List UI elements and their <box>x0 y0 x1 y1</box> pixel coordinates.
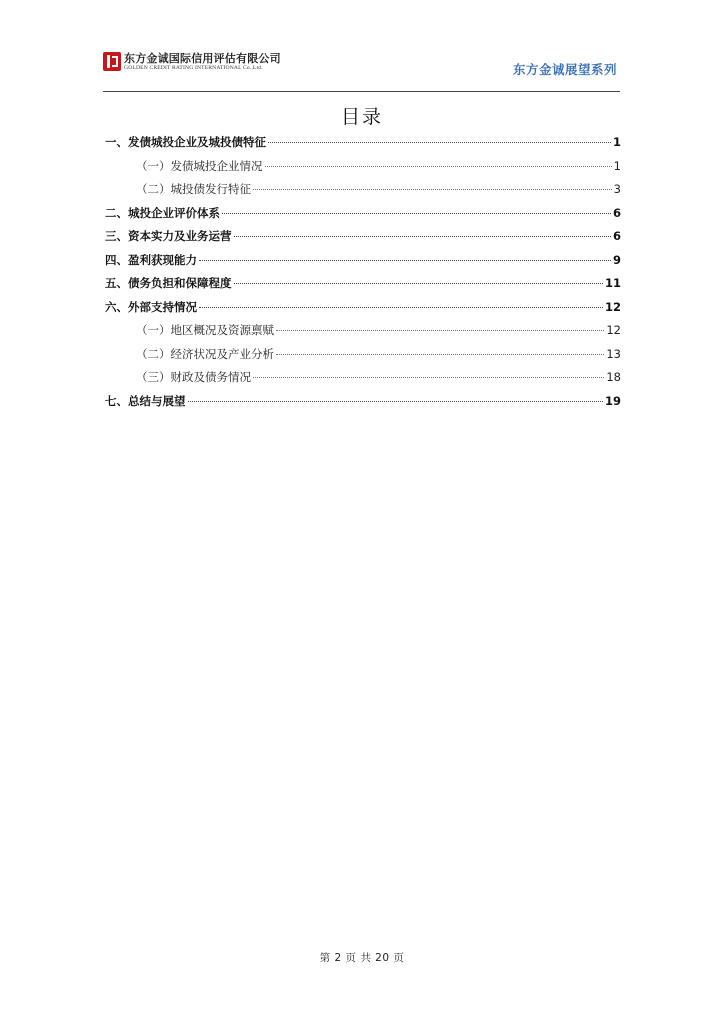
toc-leader-dots <box>276 330 604 331</box>
toc-entry-label: （一）发债城投企业情况 <box>136 158 263 173</box>
toc-entry-label: 七、总结与展望 <box>105 393 186 408</box>
toc-leader-dots <box>234 283 603 284</box>
page-header <box>103 50 619 92</box>
toc-entry-page: 6 <box>612 205 621 220</box>
toc-entry[interactable] <box>105 369 621 393</box>
toc-entry-page: 3 <box>613 182 621 196</box>
toc-entry-page: 18 <box>606 370 621 384</box>
toc-entry-page: 11 <box>604 276 621 290</box>
series-title: 东方金诚展望系列 <box>512 62 617 77</box>
toc-entry-page: 1 <box>612 135 621 149</box>
toc-entry[interactable] <box>105 228 621 252</box>
toc-entry-label: 四、盈利获现能力 <box>105 252 197 267</box>
toc-entry-label: 三、资本实力及业务运营 <box>105 229 232 243</box>
logo-text <box>124 52 281 72</box>
toc-entry-label: （三）财政及债务情况 <box>136 370 251 384</box>
toc-entry-page: 13 <box>606 346 621 361</box>
toc-leader-dots <box>265 166 612 167</box>
toc-entry[interactable] <box>105 299 621 323</box>
page-footer: 第 2 页 共 20 页 <box>319 952 405 964</box>
toc-entry-page: 12 <box>604 299 621 314</box>
toc-entry-label: 一、发债城投企业及城投债特征 <box>105 135 266 149</box>
toc-entry[interactable] <box>105 181 621 205</box>
toc-entry-label: （二）经济状况及产业分析 <box>136 346 274 361</box>
toc-entry-page: 12 <box>606 323 621 337</box>
toc-leader-dots <box>253 189 612 190</box>
toc-entry[interactable] <box>105 134 621 158</box>
toc-entry[interactable] <box>105 393 621 417</box>
toc-entry-page: 6 <box>612 229 621 243</box>
toc-leader-dots <box>199 260 611 261</box>
toc-entry[interactable] <box>105 205 621 229</box>
toc-leader-dots <box>234 236 611 237</box>
toc-entry[interactable] <box>105 252 621 276</box>
toc-entry-label: 二、城投企业评价体系 <box>105 205 220 220</box>
toc-title: 目录 <box>340 106 383 128</box>
toc-entry-label: 六、外部支持情况 <box>105 299 197 314</box>
toc-leader-dots <box>222 213 611 214</box>
toc-leader-dots <box>199 307 603 308</box>
toc-entry-page: 19 <box>604 393 621 408</box>
logo-en-name: GOLDEN CREDIT RATING INTERNATIONAL Co.,Ltd. <box>124 65 263 71</box>
toc-leader-dots <box>188 401 603 402</box>
company-logo <box>103 52 281 72</box>
toc-entry-label: （一）地区概况及资源禀赋 <box>136 323 274 337</box>
toc-entry[interactable] <box>105 346 621 370</box>
toc-entry[interactable] <box>105 158 621 182</box>
header-divider <box>103 91 620 92</box>
toc-entry[interactable] <box>105 322 621 346</box>
toc-entry-page: 1 <box>613 158 621 173</box>
toc-entry-label: （二）城投债发行特征 <box>136 182 251 196</box>
logo-cn-name: 东方金诚国际信用评估有限公司 <box>124 52 281 65</box>
toc-entry-page: 9 <box>612 252 621 267</box>
logo-mark-icon <box>103 52 121 71</box>
toc-leader-dots <box>253 377 604 378</box>
toc-leader-dots <box>276 354 604 355</box>
toc-entry-label: 五、债务负担和保障程度 <box>105 276 232 290</box>
toc-leader-dots <box>268 142 611 143</box>
toc-entry[interactable] <box>105 275 621 299</box>
table-of-contents <box>105 134 621 416</box>
